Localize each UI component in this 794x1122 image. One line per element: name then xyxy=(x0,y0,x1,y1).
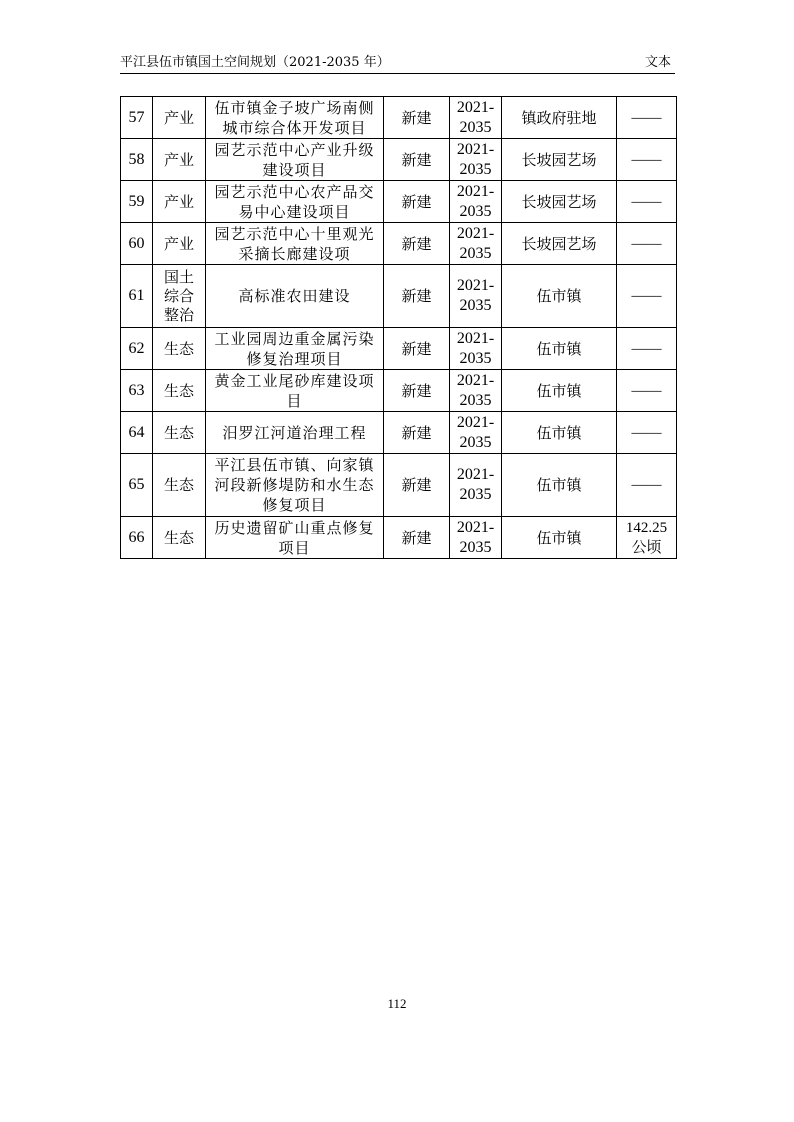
row-category: 生态 xyxy=(153,328,206,370)
row-note: —— xyxy=(617,139,677,181)
table-row xyxy=(121,412,677,454)
table-row xyxy=(121,139,677,181)
row-location: 伍市镇 xyxy=(502,328,617,370)
row-location: 伍市镇 xyxy=(502,370,617,412)
row-number: 64 xyxy=(121,412,153,454)
row-project-name: 工业园周边重金属污染修复治理项目 xyxy=(206,328,384,370)
row-number: 59 xyxy=(121,181,153,223)
row-note: —— xyxy=(617,454,677,517)
row-project-name: 汨罗江河道治理工程 xyxy=(206,412,384,454)
table-row xyxy=(121,223,677,265)
row-project-name: 园艺示范中心农产品交易中心建设项目 xyxy=(206,181,384,223)
project-table xyxy=(120,96,677,559)
row-period: 2021-2035 xyxy=(450,181,502,223)
row-period: 2021-2035 xyxy=(450,517,502,559)
row-category: 产业 xyxy=(153,223,206,265)
row-category: 生态 xyxy=(153,454,206,517)
row-project-name: 园艺示范中心十里观光采摘长廊建设项 xyxy=(206,223,384,265)
row-note: —— xyxy=(617,412,677,454)
header-divider xyxy=(120,73,675,74)
row-project-name: 高标准农田建设 xyxy=(206,265,384,328)
table-row xyxy=(121,97,677,139)
row-period: 2021-2035 xyxy=(450,370,502,412)
row-project-name: 平江县伍市镇、向家镇河段新修堤防和水生态修复项目 xyxy=(206,454,384,517)
row-construction-type: 新建 xyxy=(384,265,450,328)
row-category: 生态 xyxy=(153,517,206,559)
table-row xyxy=(121,265,677,328)
table-row xyxy=(121,517,677,559)
row-location: 长坡园艺场 xyxy=(502,139,617,181)
row-period: 2021-2035 xyxy=(450,265,502,328)
row-number: 63 xyxy=(121,370,153,412)
row-note: —— xyxy=(617,181,677,223)
table-row xyxy=(121,181,677,223)
row-note: —— xyxy=(617,223,677,265)
row-project-name: 园艺示范中心产业升级建设项目 xyxy=(206,139,384,181)
row-location: 伍市镇 xyxy=(502,517,617,559)
row-construction-type: 新建 xyxy=(384,223,450,265)
row-project-name: 伍市镇金子坡广场南侧城市综合体开发项目 xyxy=(206,97,384,139)
page-header xyxy=(120,54,675,74)
row-number: 61 xyxy=(121,265,153,328)
row-construction-type: 新建 xyxy=(384,97,450,139)
row-category: 生态 xyxy=(153,412,206,454)
row-construction-type: 新建 xyxy=(384,139,450,181)
row-construction-type: 新建 xyxy=(384,517,450,559)
row-construction-type: 新建 xyxy=(384,181,450,223)
row-construction-type: 新建 xyxy=(384,412,450,454)
row-construction-type: 新建 xyxy=(384,328,450,370)
row-period: 2021-2035 xyxy=(450,412,502,454)
row-construction-type: 新建 xyxy=(384,454,450,517)
row-number: 58 xyxy=(121,139,153,181)
row-note: 142.25公顷 xyxy=(617,517,677,559)
row-project-name: 黄金工业尾砂库建设项目 xyxy=(206,370,384,412)
row-construction-type: 新建 xyxy=(384,370,450,412)
row-category: 生态 xyxy=(153,370,206,412)
row-category: 产业 xyxy=(153,181,206,223)
row-number: 66 xyxy=(121,517,153,559)
row-number: 65 xyxy=(121,454,153,517)
section-label: 文本 xyxy=(644,55,671,70)
row-note: —— xyxy=(617,265,677,328)
row-period: 2021-2035 xyxy=(450,139,502,181)
table-row xyxy=(121,328,677,370)
document-title: 平江县伍市镇国土空间规划（2021-2035 年） xyxy=(120,55,390,70)
row-note: —— xyxy=(617,328,677,370)
row-period: 2021-2035 xyxy=(450,223,502,265)
row-location: 镇政府驻地 xyxy=(502,97,617,139)
row-location: 伍市镇 xyxy=(502,265,617,328)
row-period: 2021-2035 xyxy=(450,328,502,370)
row-note: —— xyxy=(617,97,677,139)
row-location: 长坡园艺场 xyxy=(502,223,617,265)
row-location: 长坡园艺场 xyxy=(502,181,617,223)
page-number: 112 xyxy=(387,996,407,1011)
row-number: 62 xyxy=(121,328,153,370)
row-period: 2021-2035 xyxy=(450,97,502,139)
row-number: 57 xyxy=(121,97,153,139)
table-row xyxy=(121,370,677,412)
row-category: 产业 xyxy=(153,97,206,139)
row-location: 伍市镇 xyxy=(502,454,617,517)
row-category: 国土综合整治 xyxy=(153,265,206,328)
row-period: 2021-2035 xyxy=(450,454,502,517)
row-project-name: 历史遗留矿山重点修复项目 xyxy=(206,517,384,559)
row-category: 产业 xyxy=(153,139,206,181)
row-number: 60 xyxy=(121,223,153,265)
row-location: 伍市镇 xyxy=(502,412,617,454)
row-note: —— xyxy=(617,370,677,412)
table-row xyxy=(121,454,677,517)
